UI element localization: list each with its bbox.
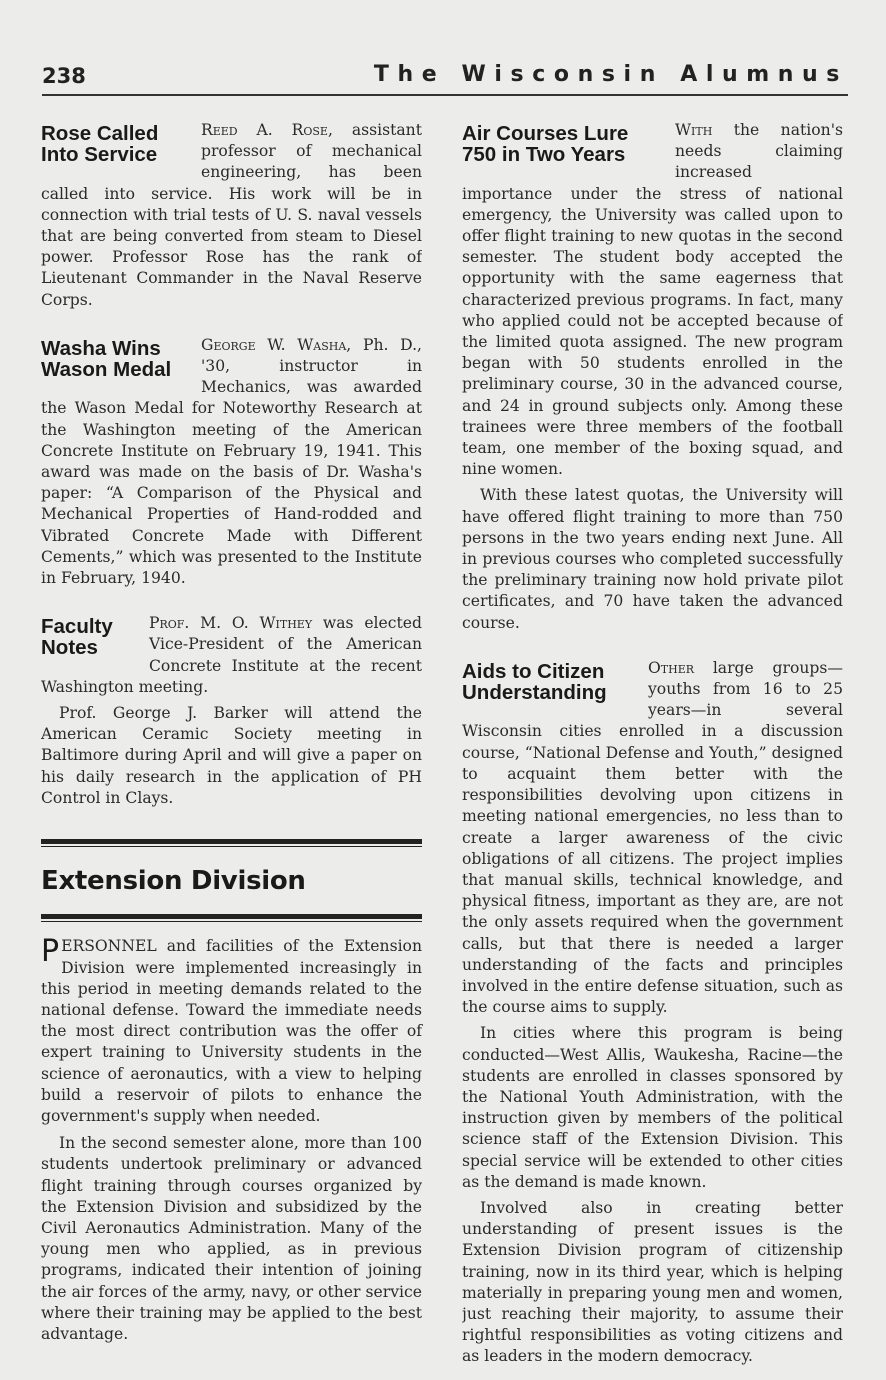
article-paragraph: Involved also in creating better understanding of present issues is the Extension Division program of citizenship training, now in its third year, which is helping materially in preparing young men and women, just reaching their majority, to assume their rightful responsibilities as voting citizens and as leaders in the modern democracy.	[462, 1198, 843, 1366]
article-air	[462, 120, 843, 634]
article-body: George W. Washa, Ph. D., '30, instructor in Mechanics, was awarded the Wason Medal for Noteworthy Research at the Washington meeting of the American Concrete Institute on February 19, 1941. This award was made on the basis of Dr. Washa's paper: “A Comparison of the Physical and Mechanical Properties of Hand-rodded and Vibrated Concrete Made with Different Cements,” which was presented to the Institute in February, 1940.	[41, 335, 422, 588]
kicker-washa: Washa Wins Wason Medal	[41, 336, 172, 382]
kicker-air: Air Courses Lure 750 in Two Years	[462, 122, 629, 167]
page-number: 238	[42, 64, 86, 88]
lead-in: Prof. M. O. Withey	[149, 614, 313, 633]
article-body: With the nation's needs claiming increased importance under the stress of national emergency, the University was called upon to offer flight training to new quotas in the second semester. The student body accepted the opportunity with the same eagerness that characterized previous programs. In fact, many who applied could not be accepted because of the limited quota assigned. The new program began with 50 students enrolled in the preliminary course, 30 in the advanced course, and 24 in ground subjects only. Among these trainees were three members of the football team, one member of the boxing squad, and nine women.	[462, 121, 843, 479]
kicker-faculty: Faculty Notes	[41, 615, 113, 660]
extension-paragraph-2: In the second semester alone, more than 100 students undertook preliminary or advanced flight training through courses organized by the Extension Division and subsidized by the Civil Aeronautics Administration. Many of the young men who applied, as in previous programs, indicated their intention of joining the air forces of the army, navy, or other service where their training may be applied to the best advantage.	[41, 1134, 422, 1343]
left-column	[41, 120, 422, 1345]
section-title: Extension Division	[41, 866, 306, 897]
lead-in: George W. Washa,	[201, 335, 352, 354]
section-rule-top	[41, 839, 422, 847]
article-aids	[462, 658, 843, 1368]
article-body: Reed A. Rose, assistant professor of mechanical engineering, has been called into service. His work will be in connection with trial tests of U. S. naval vessels that are being converted from steam to Diesel power. Professor Rose has the rank of Lieutenant Commander in the Naval Reserve Corps.	[41, 121, 422, 309]
header-rule	[42, 94, 848, 96]
kicker-rose: Rose Called Into Service	[41, 122, 159, 167]
article-paragraph: In cities where this program is being conducted—West Allis, Waukesha, Racine—the students are enrolled in classes sponsored by the National Youth Administration, with the instruction given by members of the political science staff of the Extension Division. This special service will be extended to other cities as the demand is made known.	[462, 1024, 843, 1191]
extension-paragraph-1: PERSONNEL and facilities of the Extension Division were implemented increasingly in this period in meeting demands related to the national defense. Toward the immediate needs the most direct contribution was the offer of expert training to University students in the science of aeronautics, with a view to helping build a reservoir of pilots to enhance the government's supply when needed.	[41, 934, 422, 1125]
right-column	[462, 120, 843, 1368]
article-body: Prof. M. O. Withey was elected Vice-President of the American Concrete Institute at the recent Washington meeting.	[41, 614, 422, 696]
article-faculty	[41, 613, 422, 809]
publication-title: The Wisconsin Alumnus	[373, 62, 848, 87]
article-paragraph: Prof. George J. Barker will attend the American Ceramic Society meeting in Baltimore during April and will give a paper on his daily research in the application of PH Control in Clays.	[41, 704, 422, 807]
drop-cap: P	[41, 934, 60, 970]
section-rule-bottom	[41, 914, 422, 922]
page-header	[42, 60, 848, 94]
lead-in: Other	[648, 658, 695, 677]
lead-in: With	[675, 121, 713, 139]
article-washa	[41, 335, 422, 589]
lead-in: Reed A. Rose,	[201, 121, 333, 139]
kicker-aids: Aids to Citizen Understanding	[462, 659, 607, 705]
article-body: Other large groups—youths from 16 to 25 years—in several Wisconsin cities enrolled in a discussion course, “National Defense and Youth,” designed to acquaint them better with the responsibilities devolving upon citizens in meeting national emergencies, no less than to create a larger awareness of the civic obligations of all citizens. The project implies that manual skills, technical knowledge, and physical fitness, important as they are, are not the only assets required when the government calls, but that there is needed a larger understanding of the facts and principles involved in the entire defense situation, such as the course aims to supply.	[462, 658, 843, 1017]
article-paragraph: With these latest quotas, the University will have offered flight training to more than 750 persons in the two years ending next June. All in previous courses who completed successfully the preliminary training now hold private pilot certificates, and 70 have taken the advanced course.	[462, 486, 843, 632]
article-rose	[41, 120, 422, 311]
